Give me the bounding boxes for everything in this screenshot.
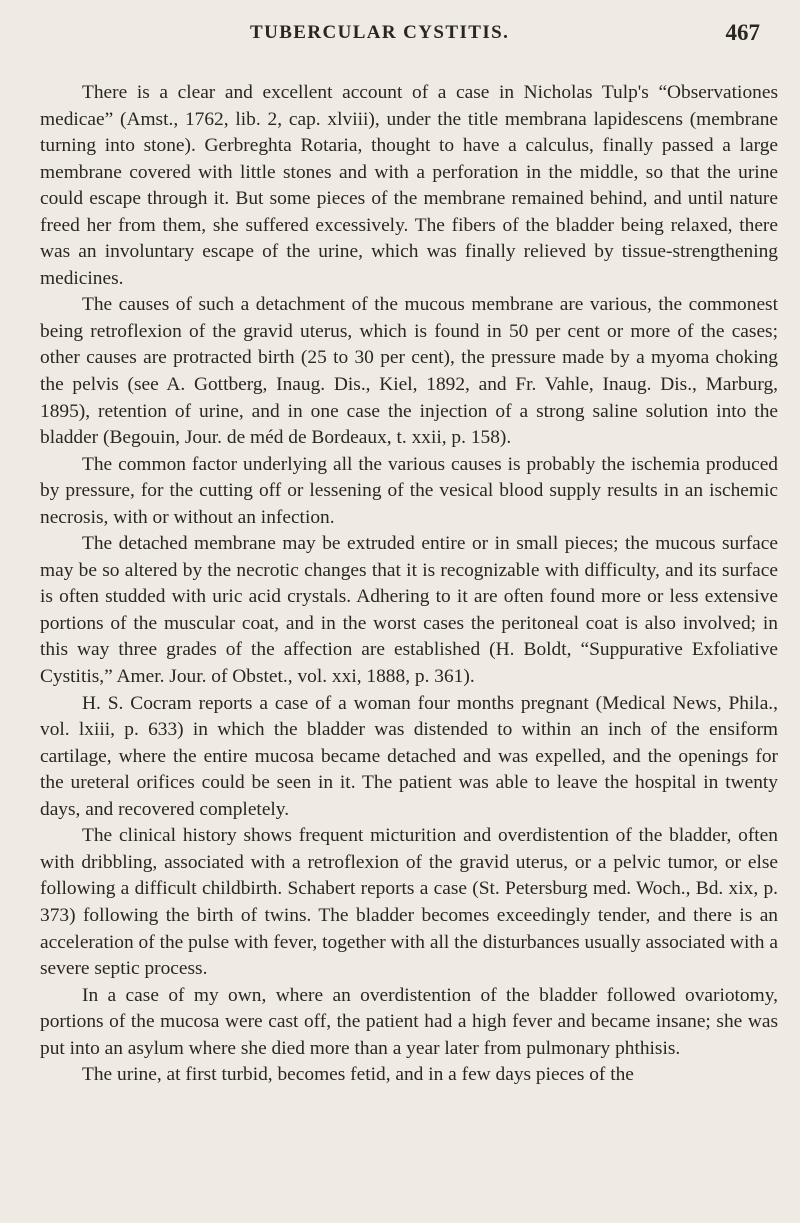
paragraph: In a case of my own, where an overdistention of the bladder followed ovariotomy, portions of the mucosa were cast off, the patient had a high fever and became insane; she was put into an asylum where she died more than a year later from pulmonary phthisis.	[40, 984, 778, 1059]
body-text	[40, 80, 778, 1089]
paragraph: The detached membrane may be extruded entire or in small pieces; the mucous surface may be so altered by the necrotic changes that it is recognizable with difficulty, and its surface is often studded with uric acid crystals. Adhering to it are often found more or less extensive portions of the muscular coat, and in the worst cases the peritoneal coat is also involved; in this way three grades of the affection are established (H. Boldt, “Suppurative Exfoliative Cystitis,” Amer. Jour. of Obstet., vol. xxi, 1888, p. 361).	[40, 533, 778, 688]
paragraph: H. S. Cocram reports a case of a woman four months pregnant (Medical News, Phila., vol. lxiii, p. 633) in which the bladder was distended to within an inch of the ensiform cartilage, where the entire mucosa became detached and was expelled, and the openings for the ureteral orifices could be seen in it. The patient was able to leave the hospital in twenty days, and recovered completely.	[40, 692, 778, 820]
running-head	[250, 22, 760, 46]
paragraph: The clinical history shows frequent micturition and overdistention of the bladder, often with dribbling, associated with a retroflexion of the gravid uterus, or a pelvic tumor, or else following a difficult childbirth. Schabert reports a case (St. Petersburg med. Woch., Bd. xix, p. 373) following the birth of twins. The bladder becomes exceedingly tender, and there is an acceleration of the pulse with fever, together with all the disturbances usually associated with a severe septic process.	[40, 825, 778, 980]
paragraph: There is a clear and excellent account of a case in Nicholas Tulp's “Observationes medicae” (Amst., 1762, lib. 2, cap. xlviii), under the title membrana lapidescens (membrane turning into stone). Gerbreghta Rotaria, thought to have a calculus, finally passed a large membrane covered with little stones and with a perforation in the middle, so that the urine could escape through it. But some pieces of the membrane remained behind, and until nature freed her from them, she suffered excessively. The fibers of the bladder being relaxed, there was an involuntary escape of the urine, which was finally relieved by tissue-strengthening medicines.	[40, 82, 778, 289]
paragraph: The common factor underlying all the various causes is probably the ischemia produced by pressure, for the cutting off or lessening of the vesical blood supply results in an ischemic necrosis, with or without an infection.	[40, 453, 778, 528]
paragraph: The causes of such a detachment of the mucous membrane are various, the commonest being retroflexion of the gravid uterus, which is found in 50 per cent or more of the cases; other causes are protracted birth (25 to 30 per cent), the pressure made by a myoma choking the pelvis (see A. Gottberg, Inaug. Dis., Kiel, 1892, and Fr. Vahle, Inaug. Dis., Marburg, 1895), retention of urine, and in one case the injection of a strong saline solution into the bladder (Begouin, Jour. de méd de Bordeaux, t. xxii, p. 158).	[40, 294, 778, 449]
page-number: 467	[725, 20, 760, 45]
chapter-title: TUBERCULAR CYSTITIS.	[250, 22, 510, 43]
paragraph: The urine, at first turbid, becomes fetid, and in a few days pieces of the	[82, 1064, 634, 1086]
